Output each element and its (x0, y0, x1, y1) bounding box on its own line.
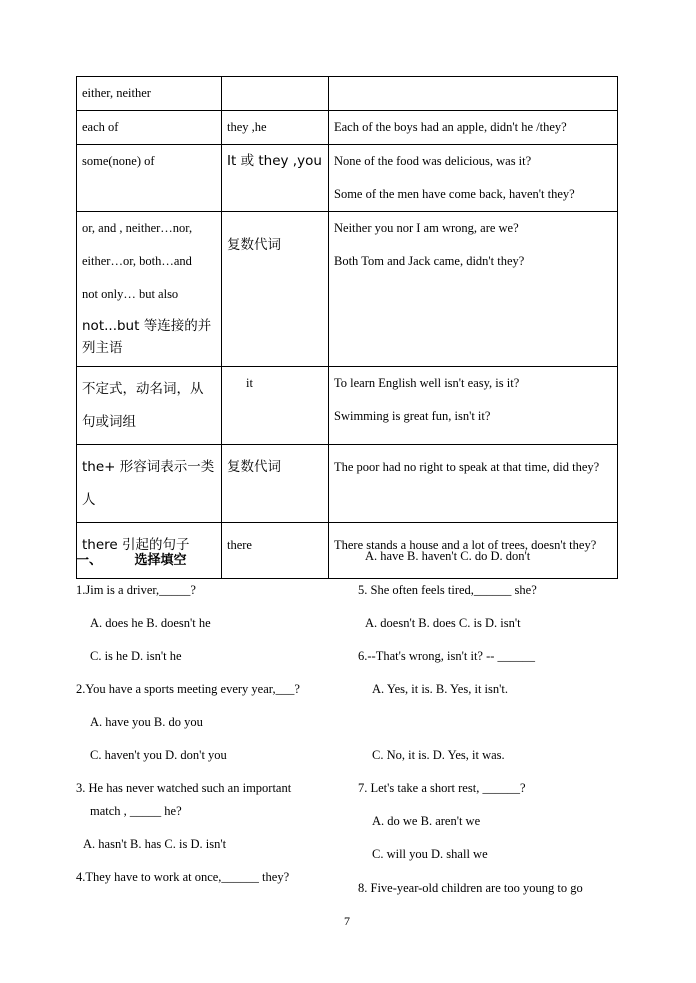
subject-cell (77, 212, 222, 367)
subject-text: there 引起的句子 (82, 537, 190, 553)
question-7: 7. Let's take a short rest, ______? (358, 781, 526, 795)
subject-text: 不定式，动名词，从句或词组 (82, 381, 204, 430)
pronoun-text: there (227, 538, 252, 552)
pronoun-text: 复数代词 (227, 459, 281, 475)
subject-text: not only… but also (82, 287, 179, 301)
subject-text: each of (82, 120, 119, 134)
table-row (77, 367, 618, 445)
question-5: 5. She often feels tired,______ she? (358, 583, 537, 597)
question-2-options: A. have you B. do you (90, 715, 203, 729)
table-row (77, 145, 618, 212)
pronoun-cell (222, 367, 329, 445)
pronoun-cell (222, 445, 329, 523)
subject-text: or, and , neither…nor, (82, 221, 193, 235)
example-text: The poor had no right to speak at that time, did they? (334, 460, 600, 474)
example-text: Some of the men have come back, haven't they? (334, 187, 575, 201)
example-text: Both Tom and Jack came, didn't they? (334, 254, 525, 268)
question-3-continued: match , _____ he? (90, 804, 182, 818)
pronoun-text: 复数代词 (227, 237, 281, 253)
question-1-options: C. is he D. isn't he (90, 649, 182, 663)
example-cell (329, 145, 618, 212)
question-6: 6.--That's wrong, isn't it? -- ______ (358, 649, 536, 663)
example-cell (329, 367, 618, 445)
subject-text: either…or, both…and (82, 254, 192, 268)
table-row (77, 111, 618, 145)
page-number: 7 (344, 914, 350, 928)
section-heading (76, 549, 187, 568)
example-text: Neither you nor I am wrong, are we? (334, 221, 519, 235)
example-cell (329, 212, 618, 367)
question-3: 3. He has never watched such an important (76, 781, 292, 795)
question-8: 8. Five-year-old children are too young to go (358, 881, 583, 895)
pronoun-cell (222, 145, 329, 212)
question-7-options: C. will you D. shall we (372, 847, 488, 861)
question-6-options: C. No, it is. D. Yes, it was. (372, 748, 505, 762)
example-cell (329, 445, 618, 523)
example-text: None of the food was delicious, was it? (334, 154, 532, 168)
subject-text: the+ 形容词表示一类人 (82, 459, 215, 508)
question-1: 1.Jim is a driver,_____? (76, 583, 196, 597)
question-5-options: A. doesn't B. does C. is D. isn't (365, 616, 521, 630)
pronoun-cell (222, 111, 329, 145)
question-2: 2.You have a sports meeting every year,___? (76, 682, 300, 696)
subject-cell (77, 111, 222, 145)
pronoun-cell (222, 77, 329, 111)
example-text: There stands a house and a lot of trees, doesn't they? (334, 538, 597, 552)
example-cell (329, 111, 618, 145)
section-number: 一、 (76, 553, 103, 568)
subject-cell (77, 77, 222, 111)
example-text: Swimming is great fun, isn't it? (334, 409, 491, 423)
subject-cell (77, 445, 222, 523)
subject-text: some(none) of (82, 154, 155, 168)
pronoun-cell (222, 523, 329, 579)
subject-cell (77, 145, 222, 212)
subject-text: either, neither (82, 86, 151, 100)
table-row (77, 212, 618, 367)
question-4: 4.They have to work at once,______ they? (76, 870, 290, 884)
subject-cell (77, 367, 222, 445)
question-6-options: A. Yes, it is. B. Yes, it isn't. (372, 682, 508, 696)
pronoun-cell (222, 212, 329, 367)
question-2-options: C. haven't you D. don't you (90, 748, 227, 762)
table-row (77, 77, 618, 111)
section-title: 选择填空 (134, 553, 187, 568)
pronoun-text: it (246, 376, 253, 390)
tag-question-table (76, 76, 618, 579)
table-row (77, 445, 618, 523)
question-1-options: A. does he B. doesn't he (90, 616, 211, 630)
question-7-options: A. do we B. aren't we (372, 814, 481, 828)
pronoun-text: they ,he (227, 120, 267, 134)
question-4-options: A. have B. haven't C. do D. don't (365, 549, 531, 563)
example-cell (329, 77, 618, 111)
example-text: Each of the boys had an apple, didn't he /they? (334, 120, 567, 134)
question-3-options: A. hasn't B. has C. is D. isn't (83, 837, 227, 851)
subject-text: not...but 等连接的并列主语 (82, 318, 212, 356)
example-text: To learn English well isn't easy, is it? (334, 376, 520, 390)
pronoun-text: It 或 they ,you (227, 153, 322, 169)
